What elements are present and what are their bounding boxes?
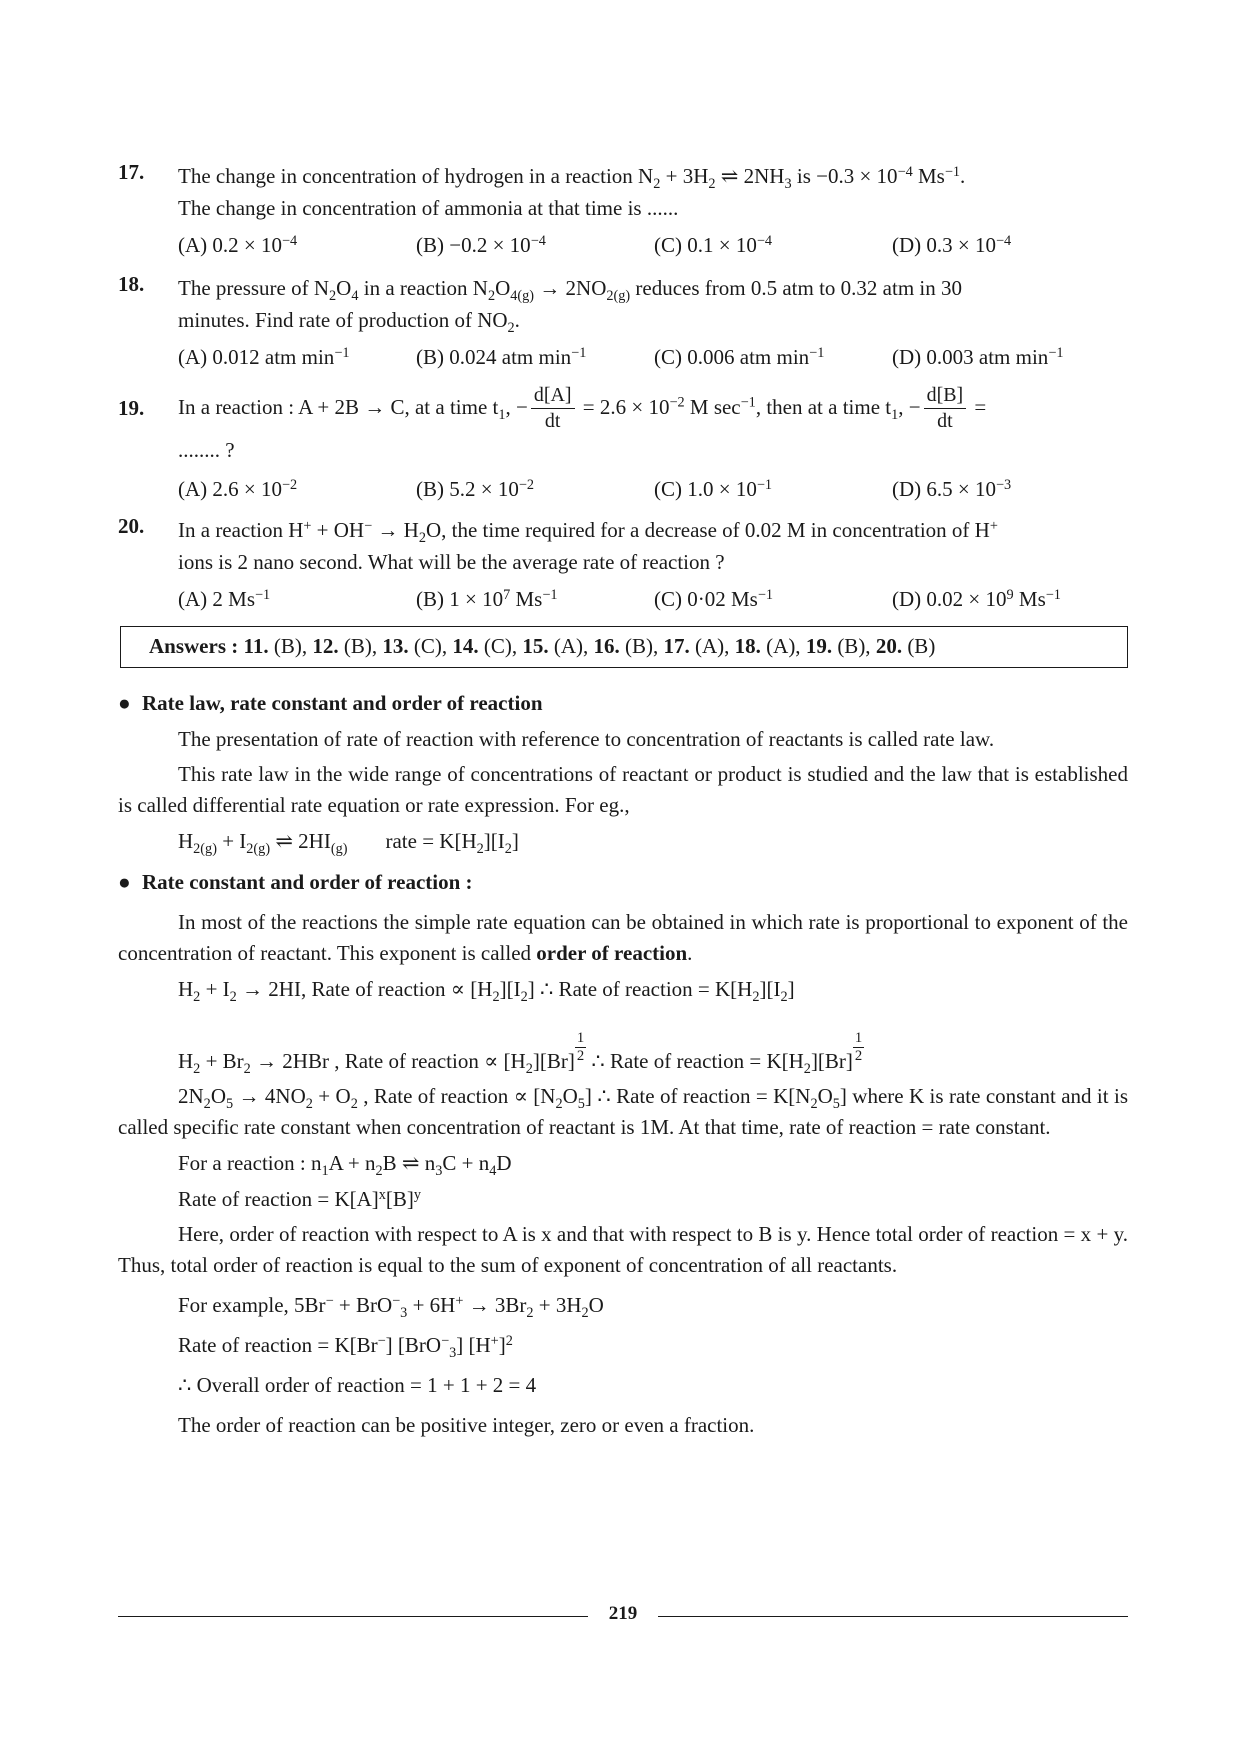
question-text: The change in concentration of hydrogen in a reaction $N_2 + 3H_2$ ⇌ $2NH_3$ is $-0.3 \times 10^{-4}$ $Ms^{-1}$. The change in concentration of ammonia at that time is ...... [178,163,966,220]
option-c: (C) 0·02 $Ms^{-1}$ [654,586,774,611]
option-a: (A) $0.2 \times 10^{-4}$ [178,232,298,257]
answer-item: 20. (B) [870,633,936,658]
section-heading-rate-constant: ● Rate constant and order of reaction : [118,869,473,894]
option-b: (B) 0.024 atm $\min^{-1}$ [416,344,587,369]
answer-item: 19. (B), [800,633,871,658]
options [178,474,1128,504]
question-number: 20. [118,513,145,538]
question-number: 19. [118,396,145,420]
question-number: 18. [118,272,145,296]
equation: $H_2 + Br_2 \to 2HBr$ , Rate of reaction ∝ $[H_2][Br]$ $\frac{1}{2}$ ∴ Rate of reaction = $K[H_2][Br]$ $\frac{1}{2}$ [178,1029,863,1077]
equation: ∴ Overall order of reaction = 1 + 1 + 2 = 4 [178,1372,537,1397]
equation: For a reaction : $n_1A + n_2B$ ⇌ $n_3C + n_4D$ [178,1150,512,1179]
option-b: $(B) -0.2 \times 10^{-4}$ [416,232,546,257]
answer-item: 16. (B), [588,633,659,658]
options [178,584,1128,614]
page-footer [118,1601,1128,1631]
question-19 [118,386,1128,504]
answer-item: 12. (B), [307,633,378,658]
question-text: The pressure of $N_2O_4$ in a reaction $N_2O_{4(g)} \to 2NO_{2(g)}$ reduces from 0.5 atm to 0.32 atm in 30 minutes. Find rate of production of $NO_2$. [178,276,963,336]
option-c: (C) $1.0 \times 10^{-1}$ [654,476,773,501]
options [178,230,1128,260]
answer-item: 14. (C), [447,633,518,658]
answer-list [244,634,936,658]
question-17 [118,160,1128,260]
answer-item: 17. (A), [658,633,730,658]
section-heading-rate-law: ● Rate law, rate constant and order of reaction [118,690,543,715]
question-20 [118,514,1128,614]
option-b: (B) $5.2 \times 10^{-2}$ [416,476,535,501]
option-c: (C) 0.006 atm $\min^{-1}$ [654,344,825,369]
page-number: 219 [608,1603,638,1624]
options [178,342,1128,372]
answer-item: 11. (B), [243,633,308,658]
paragraph: Here, order of reaction with respect to A is x and that with respect to B is y. Hence total order of reaction = x + y. Thus, total order of reaction is equal to the sum of exponent of concentration of all reactants. [118,1221,1128,1277]
page-content [118,160,1128,1445]
option-d: (D) $6.5 \times 10^{-3}$ [892,476,1012,501]
equation: Rate of reaction = K[Br−] [BrO−$_3$] $[H^+]^2$ [178,1332,513,1361]
equation: For example, $5Br^- + BrO^-_3 + 6H^+ \to 3Br_2 + 3H_2O$ [178,1292,604,1321]
option-a: (A) $2.6 \times 10^{-2}$ [178,476,298,501]
equation: $H_2 + I_2 \to 2HI$, Rate of reaction ∝ $[H_2][I_2]$ ∴ Rate of reaction = $K[H_2][I_2]$ [178,976,795,1005]
option-a: (A) 0.012 atm $\min^{-1}$ [178,344,350,369]
paragraph: In most of the reactions the simple rate equation can be obtained in which rate is proportional to exponent of the concentration of reactant. This exponent is called order of reaction. [118,909,1128,965]
option-d: (D) 0.003 atm $\min^{-1}$ [892,344,1064,369]
answer-item: 13. (C), [377,633,448,658]
footer-rule-right [658,1616,1128,1617]
paragraph: The presentation of rate of reaction with reference to concentration of reactants is called rate law. [178,726,995,751]
question-18 [118,272,1128,372]
question-text: In a reaction $H^+ + OH^- \to H_2O$, the time required for a decrease of 0.02 M in concentration of H+ ions is 2 nano second. What will be the average rate of reaction ? [178,517,998,574]
answer-item: 18. (A), [729,633,801,658]
option-b: (B) $1 \times 10^7$ $Ms^{-1}$ [416,586,558,611]
option-d: (D) $0.02 \times 10^9$ $Ms^{-1}$ [892,586,1061,611]
answer-item: 15. (A), [517,633,589,658]
option-d: (D) $0.3 \times 10^{-4}$ [892,232,1012,257]
answers-box: Answers : 11. (B), 12. (B), 13. (C), 14. (C), 15. (A), 16. (B), 17. (A), 18. (A), 19. (B), 20. (B) [120,626,1128,668]
paragraph: This rate law in the wide range of concentrations of reactant or product is studied and the law that is established is called differential rate equation or rate expression. For eg., [118,761,1128,817]
paragraph: The order of reaction can be positive integer, zero or even a fraction. [178,1412,755,1437]
question-number: 17. [118,160,145,184]
paragraph: $2N_2O_5 \to 4NO_2 + O_2$ , Rate of reaction ∝ $[N_2O_5]$ ∴ Rate of reaction = $K[N_2O_5]$ where K is rate constant and it is called specific rate constant when concentration of reactant is 1M. At that time, rate of reaction = rate constant. [118,1083,1128,1139]
equation: Rate of reaction = $K[A]^x[B]^y$ [178,1186,422,1211]
option-a: (A) 2 $Ms^{-1}$ [178,586,271,611]
equation: $H_{2(g)} + I_{2(g)}$ ⇌ $2HI_{(g)}$ rate = $K[H_2][I_2]$ [178,828,519,857]
question-text: In a reaction : A + 2B → C, at a time $t_1$, − $\frac{d[A]}{dt}$ = $2.6 \times 10^{-2}$ M $\sec^{-1}$, then at a time $t_1$, − $\frac{d[B]}{dt}$ = ........ ? [178,384,987,462]
option-c: (C) $0.1 \times 10^{-4}$ [654,232,773,257]
